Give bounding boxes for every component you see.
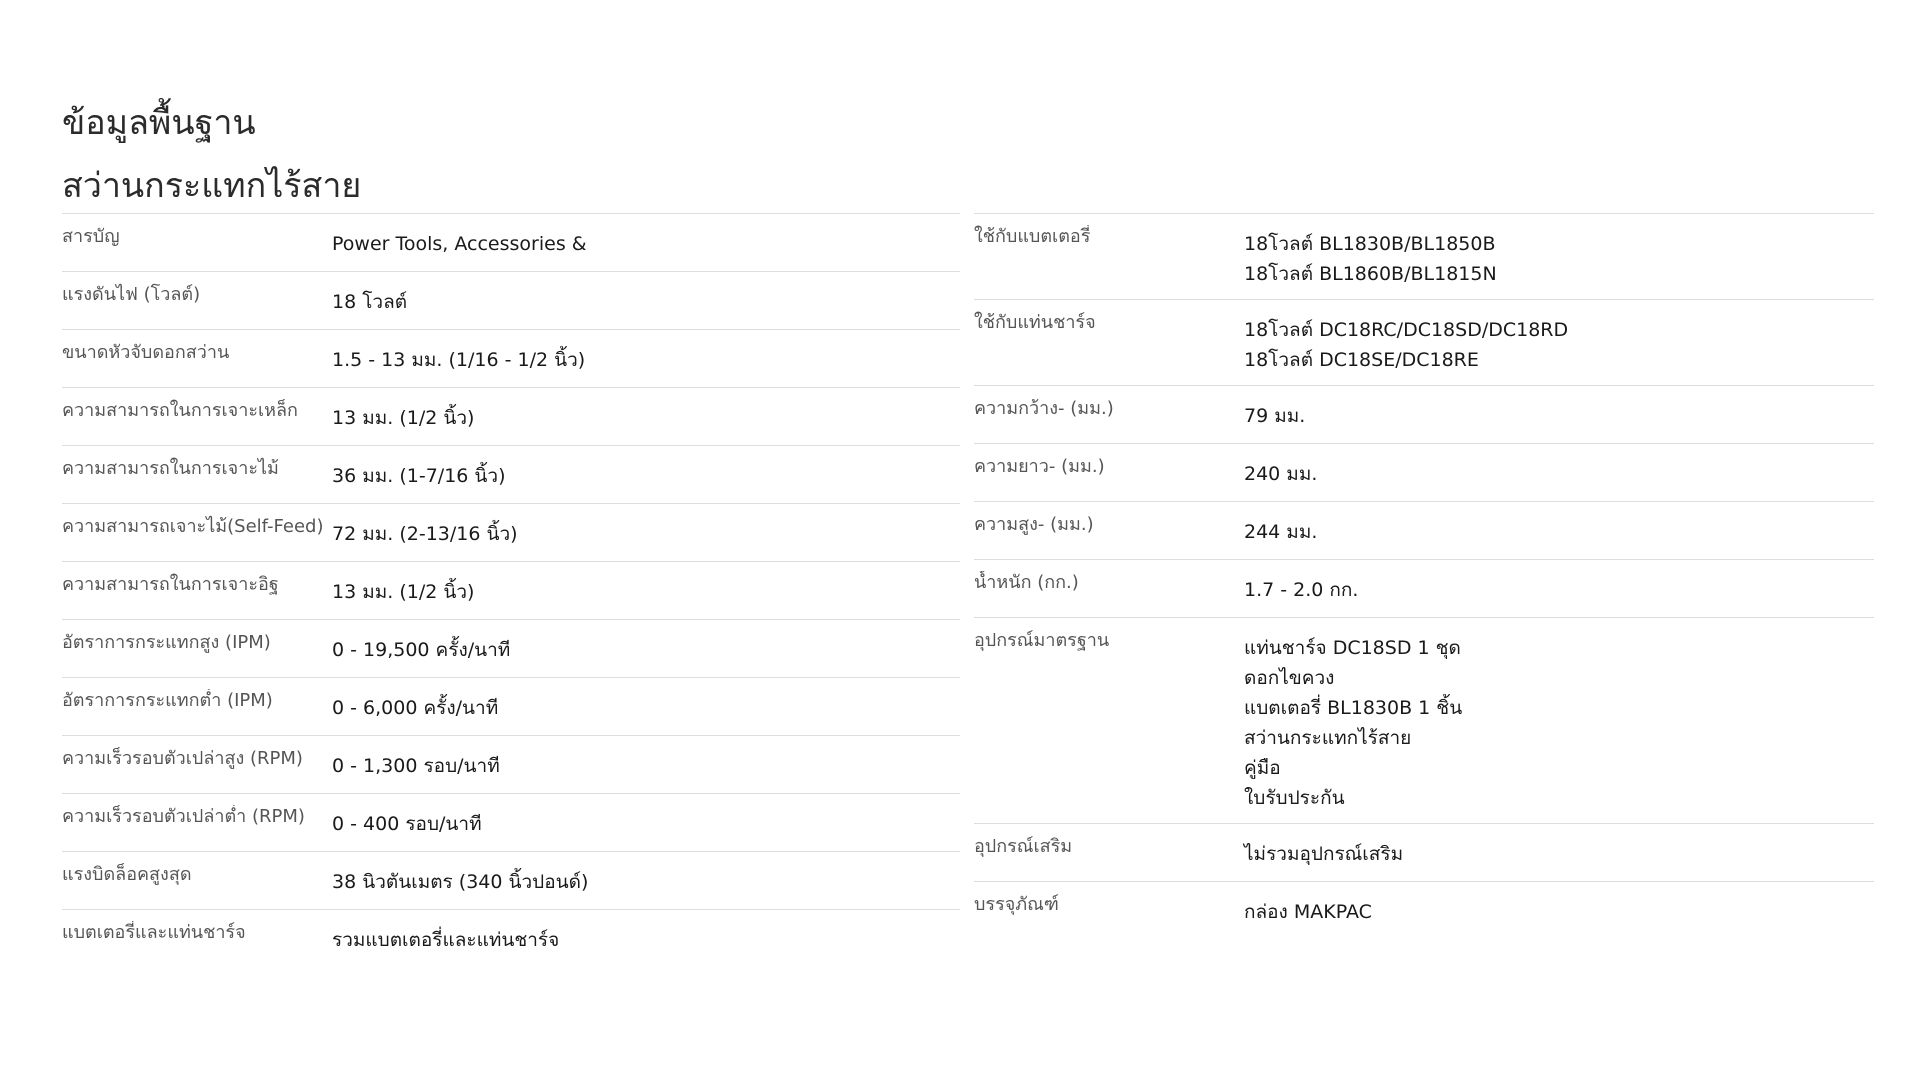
spec-value: 1.7 - 2.0 กก. — [1244, 579, 1359, 601]
spec-value-line: 18โวลต์ DC18RC/DC18SD/DC18RD — [1244, 319, 1569, 341]
spec-label: บรรจุภัณฑ์ — [974, 894, 1059, 915]
spec-row — [974, 386, 1874, 444]
spec-row — [974, 618, 1874, 824]
spec-value: 1.5 - 13 มม. (1/16 - 1/2 นิ้ว) — [332, 349, 586, 371]
spec-value-line: ใบรับประกัน — [1244, 787, 1345, 809]
spec-row — [62, 620, 960, 678]
spec-row — [974, 560, 1874, 618]
spec-value: 13 มม. (1/2 นิ้ว) — [332, 407, 475, 429]
spec-label: ความกว้าง- (มม.) — [974, 398, 1114, 419]
spec-value-line: ดอกไขควง — [1244, 667, 1335, 689]
spec-label: แรงดันไฟ (โวลต์) — [62, 284, 201, 305]
spec-row — [62, 852, 960, 910]
spec-value-line: สว่านกระแทกไร้สาย — [1244, 727, 1412, 749]
spec-value-line: 18โวลต์ DC18SE/DC18RE — [1244, 349, 1479, 371]
spec-row — [974, 444, 1874, 502]
spec-value: 18 โวลต์ — [332, 291, 408, 313]
spec-label: อุปกรณ์เสริม — [974, 836, 1073, 857]
spec-row — [62, 504, 960, 562]
spec-value: รวมแบตเตอรี่และแท่นชาร์จ — [332, 929, 560, 951]
spec-row — [974, 882, 1874, 940]
spec-value-line: 18โวลต์ BL1860B/BL1815N — [1244, 263, 1497, 285]
spec-label: สารบัญ — [62, 226, 120, 247]
spec-value: 244 มม. — [1244, 521, 1318, 543]
spec-row — [62, 794, 960, 852]
spec-label: แบตเตอรี่และแท่นชาร์จ — [62, 922, 246, 943]
spec-value: ไม่รวมอุปกรณ์เสริม — [1244, 843, 1404, 865]
spec-value: 13 มม. (1/2 นิ้ว) — [332, 581, 475, 603]
spec-value: 0 - 6,000 ครั้ง/นาที — [332, 697, 499, 719]
spec-value: 36 มม. (1-7/16 นิ้ว) — [332, 465, 506, 487]
spec-row — [62, 272, 960, 330]
spec-value — [1244, 225, 1874, 289]
spec-table-right — [974, 213, 1874, 940]
spec-label: ขนาดหัวจับดอกสว่าน — [62, 342, 230, 363]
spec-row — [62, 214, 960, 272]
spec-value: กล่อง MAKPAC — [1244, 901, 1372, 923]
spec-row — [62, 562, 960, 620]
spec-label: ใช้กับแบตเตอรี่ — [974, 226, 1091, 247]
spec-table-left — [62, 213, 960, 968]
spec-label: แรงบิดล็อคสูงสุด — [62, 864, 192, 885]
spec-value — [1244, 629, 1874, 813]
spec-value-line: 18โวลต์ BL1830B/BL1850B — [1244, 233, 1496, 255]
spec-row — [974, 300, 1874, 386]
spec-value-line: คู่มือ — [1244, 757, 1281, 779]
spec-label: ความสามารถในการเจาะเหล็ก — [62, 400, 298, 421]
spec-value: 0 - 400 รอบ/นาที — [332, 813, 482, 835]
spec-label: ความเร็วรอบตัวเปล่าสูง (RPM) — [62, 748, 303, 769]
spec-value: Power Tools, Accessories & — [332, 233, 587, 255]
spec-value: 0 - 1,300 รอบ/นาที — [332, 755, 500, 777]
spec-row — [974, 502, 1874, 560]
product-name: สว่านกระแทกไร้สาย — [62, 166, 362, 206]
spec-row — [62, 388, 960, 446]
spec-label: น้ำหนัก (กก.) — [974, 572, 1079, 593]
spec-value: 79 มม. — [1244, 405, 1306, 427]
section-title: ข้อมูลพื้นฐาน — [62, 103, 256, 143]
spec-label: ใช้กับแท่นชาร์จ — [974, 312, 1096, 333]
spec-label: อัตราการกระแทกสูง (IPM) — [62, 632, 271, 653]
spec-value: 0 - 19,500 ครั้ง/นาที — [332, 639, 511, 661]
spec-value: 72 มม. (2-13/16 นิ้ว) — [332, 523, 518, 545]
spec-label: ความสูง- (มม.) — [974, 514, 1094, 535]
spec-label: ความยาว- (มม.) — [974, 456, 1105, 477]
spec-label: ความสามารถในการเจาะไม้ — [62, 458, 279, 479]
spec-value: 38 นิวตันเมตร (340 นิ้วปอนด์) — [332, 871, 589, 893]
spec-row — [62, 446, 960, 504]
spec-value — [1244, 311, 1874, 375]
spec-row — [62, 736, 960, 794]
spec-value-line: แท่นชาร์จ DC18SD 1 ชุด — [1244, 637, 1461, 659]
spec-value-line: แบตเตอรี่ BL1830B 1 ชิ้น — [1244, 697, 1463, 719]
spec-label: อุปกรณ์มาตรฐาน — [974, 630, 1110, 651]
spec-label: ความสามารถเจาะไม้(Self-Feed) — [62, 516, 324, 537]
spec-row — [62, 910, 960, 968]
spec-label: ความเร็วรอบตัวเปล่าต่ำ (RPM) — [62, 806, 305, 827]
spec-label: ความสามารถในการเจาะอิฐ — [62, 574, 279, 595]
spec-row — [974, 214, 1874, 300]
spec-value: 240 มม. — [1244, 463, 1318, 485]
spec-row — [62, 330, 960, 388]
spec-label: อัตราการกระแทกต่ำ (IPM) — [62, 690, 273, 711]
spec-row — [62, 678, 960, 736]
spec-row — [974, 824, 1874, 882]
